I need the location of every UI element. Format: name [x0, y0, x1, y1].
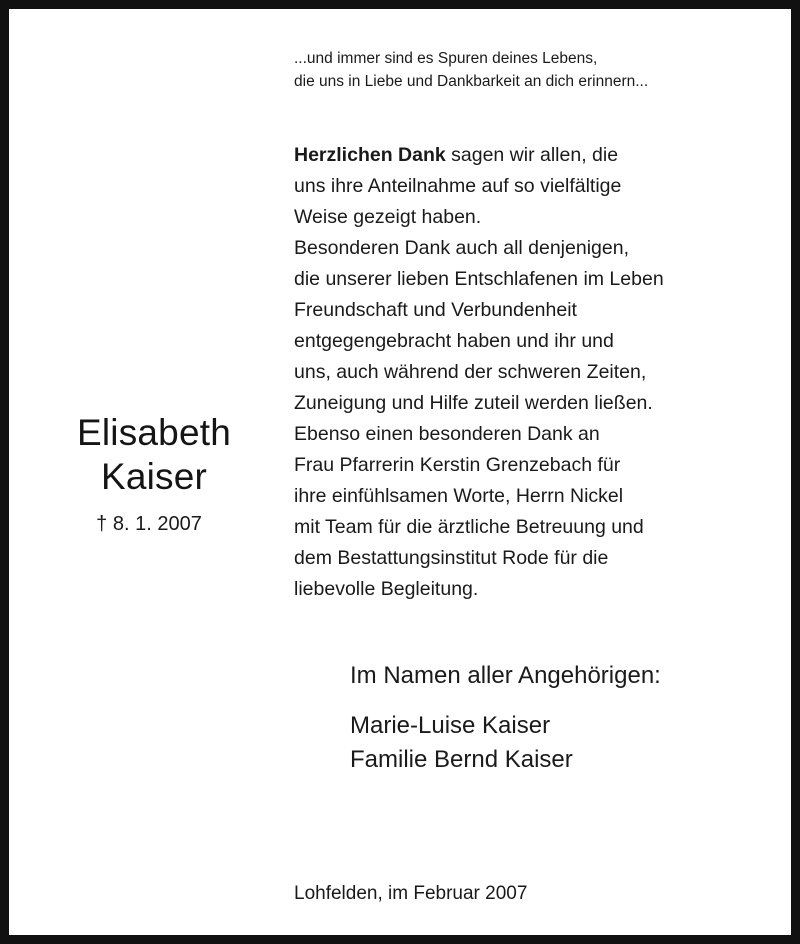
thanks-bold-opening: Herzlichen Dank — [294, 144, 446, 166]
thanks-line: liebevolle Begleitung. — [294, 578, 479, 600]
thanks-line: Besonderen Dank auch all denjenigen, — [294, 237, 629, 259]
thanks-line: Ebenso einen besonderen Dank an — [294, 423, 600, 445]
thanks-line: mit Team für die ärztliche Betreuung und — [294, 516, 644, 538]
thanks-line: Freundschaft und Verbundenheit — [294, 299, 577, 321]
thanks-line: ihre einfühlsamen Worte, Herrn Nickel — [294, 485, 624, 507]
deceased-name-block — [49, 411, 259, 537]
thanks-line — [294, 140, 774, 171]
thanks-text — [294, 140, 774, 605]
deceased-last-name: Kaiser — [100, 456, 208, 497]
signoff-intro: Im Namen aller Angehörigen: — [350, 662, 661, 689]
signoff-name: Familie Bernd Kaiser — [350, 746, 573, 773]
death-date: † 8. 1. 2007 — [96, 513, 202, 535]
thanks-line: entgegengebracht haben und ihr und — [294, 330, 614, 352]
signoff-names — [350, 709, 780, 777]
thanks-line: Frau Pfarrerin Kerstin Grenzebach für — [294, 454, 621, 476]
place-and-date: Lohfelden, im Februar 2007 — [294, 883, 528, 904]
signoff-block — [350, 659, 780, 777]
motto-quote — [294, 47, 784, 93]
thanks-line: die unserer lieben Entschlafenen im Leben — [294, 268, 664, 290]
thanks-line: uns ihre Anteilnahme auf so vielfältige — [294, 175, 622, 197]
motto-line: die uns in Liebe und Dankbarkeit an dich erinnern... — [294, 73, 649, 90]
motto-line: ...und immer sind es Spuren deines Lebens, — [294, 50, 598, 67]
thanks-line: uns, auch während der schweren Zeiten, — [294, 361, 647, 383]
thanks-line: Zuneigung und Hilfe zuteil werden ließen. — [294, 392, 653, 414]
deceased-first-name: Elisabeth — [76, 412, 231, 453]
thanks-line: dem Bestattungsinstitut Rode für die — [294, 547, 609, 569]
signoff-name: Marie-Luise Kaiser — [350, 712, 551, 739]
thanks-line: Weise gezeigt haben. — [294, 206, 482, 228]
thanks-line-rest: sagen wir allen, die — [445, 144, 619, 166]
